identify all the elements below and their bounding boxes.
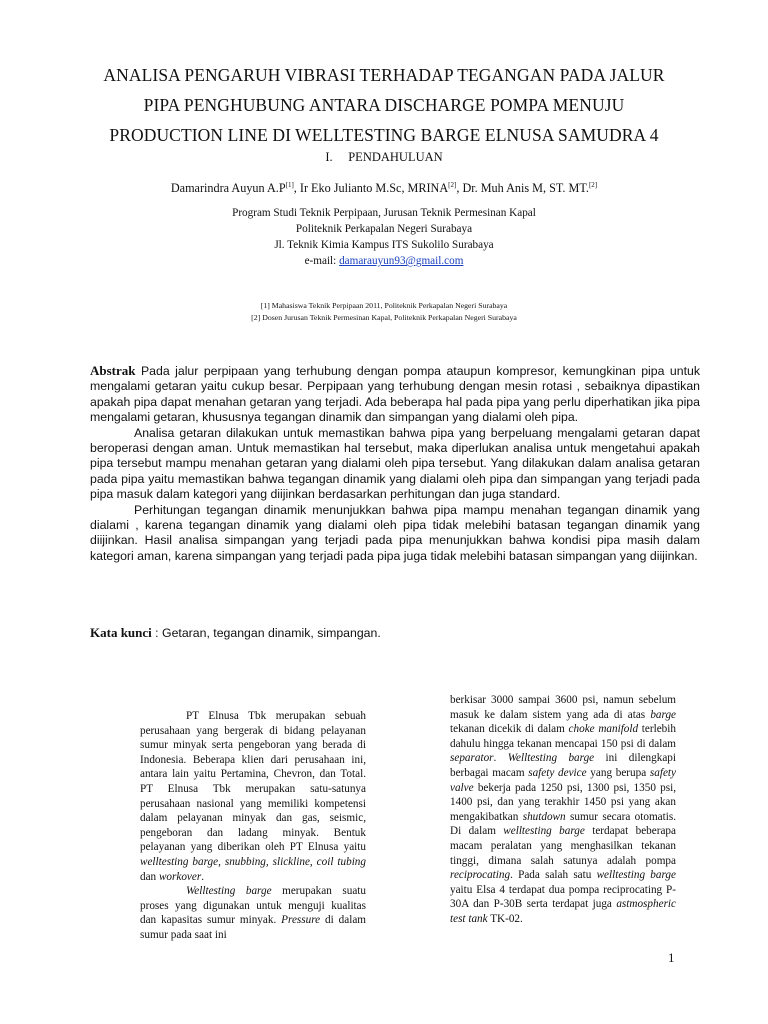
text-span: dan	[140, 870, 159, 883]
author-2-ref: [2]	[448, 181, 457, 189]
author-3-ref: [2]	[588, 181, 598, 189]
affiliation-line-1: Program Studi Teknik Perpipaan, Jurusan Teknik Permesinan Kapal	[232, 207, 536, 219]
abstract-paragraph-2: Analisa getaran dilakukan untuk memastikan bahwa pipa yang berpeluang mengalami getaran dapat beroperasi dengan aman. Untuk memastikan hal tersebut, maka diperlukan analisa untuk mengetahui apakah pipa tersebut mampu menahan getaran yang dialami oleh pipa tersebut. Yang dilakukan dalam analisa getaran pada pipa yaitu memastikan bahwa tegangan dinamik yang dialami oleh pipa dan simpangan yang terjadi pada pipa masuk dalam kategori yang diijinkan berdasarkan perhitungan dan juga standard.	[90, 425, 700, 502]
text-span: bekerja pada 1250 psi, 1300 psi, 1350 psi, 1400 psi, dan yang terakhir 1450 psi yang akan mengakibatkan	[450, 781, 676, 823]
text-span: .	[201, 870, 205, 883]
title-line-2: PIPA PENGHUBUNG ANTARA DISCHARGE POMPA MENUJU	[143, 95, 625, 115]
text-span: ini dilengkapi berbagai macam	[450, 752, 676, 779]
text-span: . Pada salah satu	[510, 869, 597, 882]
author-1: Damarindra Auyun A.P	[170, 181, 286, 196]
abstract	[90, 363, 700, 564]
note-2: [2] Dosen Jurusan Teknik Permesinan Kapal, Politeknik Perkapalan Negeri Surabaya	[251, 313, 517, 322]
italic-span: Welltesting barge	[507, 752, 595, 765]
abstract-paragraph-3: Perhitungan tegangan dinamik menunjukkan bahwa pipa mampu menahan tegangan dinamik yang dialami , karena tegangan dinamik yang dialami oleh pipa tidak melebihi batasan tegangan dinamik yang diijinkan. Hasil analisa simpangan yang terjadi pada pipa menunjukkan bahwa kondisi pipa masih dalam kategori aman, karena simpangan yang terjadi pada pipa juga tidak melebihi batasan simpangan yang diijinkan.	[90, 502, 700, 563]
italic-span: welltesting barge	[596, 869, 676, 882]
section-heading: I. PENDAHULUAN	[325, 150, 443, 164]
text-span: berkisar 3000 sampai 3600 psi, namun sebelum masuk ke dalam sistem yang ada di atas	[450, 694, 676, 721]
author-3: , Dr. Muh Anis M, ST. MT.	[456, 181, 589, 196]
italic-span: reciprocating	[450, 869, 511, 882]
text-span: terdapat beberapa macam peralatan yang menghasilkan tekanan tinggi, dimana salah satunya adalah pompa	[450, 825, 676, 867]
text-span: di dalam sumur pada saat ini	[140, 914, 367, 941]
email-label: e-mail:	[304, 255, 340, 267]
italic-span: shutdown	[522, 810, 566, 823]
column-left-paragraph-2	[140, 884, 366, 942]
paper-title	[60, 60, 708, 150]
page-number: 1	[668, 950, 675, 965]
italic-span: Pressure	[281, 914, 321, 927]
column-right-paragraph	[450, 693, 676, 927]
text-span: tekanan dicekik di dalam	[450, 723, 569, 736]
italic-span: safety valve	[450, 766, 676, 794]
italic-span: Welltesting barge	[186, 885, 272, 898]
italic-span: astmospheric test tank	[450, 898, 676, 925]
keywords-label: Kata kunci	[90, 625, 152, 640]
text-span: sumur secara otomatis. Di dalam	[450, 810, 676, 838]
title-line-3: PRODUCTION LINE DI WELLTESTING BARGE ELNUSA SAMUDRA 4	[109, 125, 659, 145]
author-list	[60, 181, 708, 196]
italic-span: separator	[450, 752, 494, 765]
email-link[interactable]: damarauyun93@gmail.com	[339, 255, 464, 267]
author-1-ref: [1]	[285, 181, 294, 189]
abstract-text-1: Pada jalur perpipaan yang terhubung dengan pompa ataupun kompresor, kemungkinan pipa untuk mengalami getaran yaitu cukup besar. Perpipaan yang terhubung dengan mesin rotasi , sebaiknya dipastikan apakah pipa dapat menahan getaran yang terjadi. Ada beberapa hal pada pipa yang perlu diperhatikan jika pipa mengalami getaran, khususnya tegangan dinamik dan simpangan yang dialami oleh pipa.	[90, 364, 700, 425]
keywords	[90, 625, 381, 641]
italic-span: workover	[158, 870, 202, 883]
column-left-paragraph-1	[140, 709, 366, 884]
text-span: yaitu Elsa 4 terdapat dua pompa reciprocating P-30A dan P-30B serta terdapat juga	[450, 883, 676, 911]
author-notes	[60, 300, 708, 324]
body-column-right	[450, 693, 676, 927]
italic-span: barge	[650, 708, 676, 721]
abstract-label: Abstrak	[90, 363, 136, 378]
italic-span: welltesting barge, snubbing, slickline, coil tubing	[140, 855, 366, 868]
text-span: terlebih dahulu hingga tekanan mencapai 150 psi di dalam	[450, 723, 676, 750]
author-2: , Ir Eko Julianto M.Sc, MRINA	[293, 181, 449, 196]
italic-span: choke manifold	[568, 723, 639, 736]
abstract-paragraph-1	[90, 363, 700, 426]
body-column-left	[140, 709, 366, 943]
affiliation-line-3: Jl. Teknik Kimia Kampus ITS Sukolilo Surabaya	[274, 239, 494, 251]
affiliation-line-2: Politeknik Perkapalan Negeri Surabaya	[295, 223, 473, 235]
email-line	[60, 253, 708, 269]
text-span: merupakan suatu proses yang digunakan untuk menguji kualitas dan kapasitas sumur minyak.	[140, 885, 366, 927]
title-line-1: ANALISA PENGARUH VIBRASI TERHADAP TEGANGAN PADA JALUR	[103, 65, 665, 85]
affiliation	[60, 205, 708, 269]
italic-span: welltesting barge	[503, 825, 585, 838]
text-span: PT Elnusa Tbk merupakan sebuah perusahaan yang bergerak di bidang pelayanan sumur minyak serta pengeboran yang berada di Indonesia. Beberapa klien dari perusahaan ini, antara lain yaitu Pertamina, Chevron, dan Total. PT Elnusa Tbk merupakan satu-satunya perusahaan nasional yang memiliki kompetensi dalam pelayanan minyak dan gas, seismic, pengeboran dan ladang minyak. Bentuk pelayanan yang diberikan oleh PT Elnusa yaitu	[140, 710, 366, 854]
text-span: .	[493, 752, 508, 765]
text-span: TK-02.	[487, 912, 523, 925]
note-1: [1] Mahasiswa Teknik Perpipaan 2011, Politeknik Perkapalan Negeri Surabaya	[260, 301, 508, 310]
keywords-text: : Getaran, tegangan dinamik, simpangan.	[151, 626, 381, 640]
text-span: yang berupa	[586, 766, 650, 779]
italic-span: safety device	[528, 766, 587, 779]
